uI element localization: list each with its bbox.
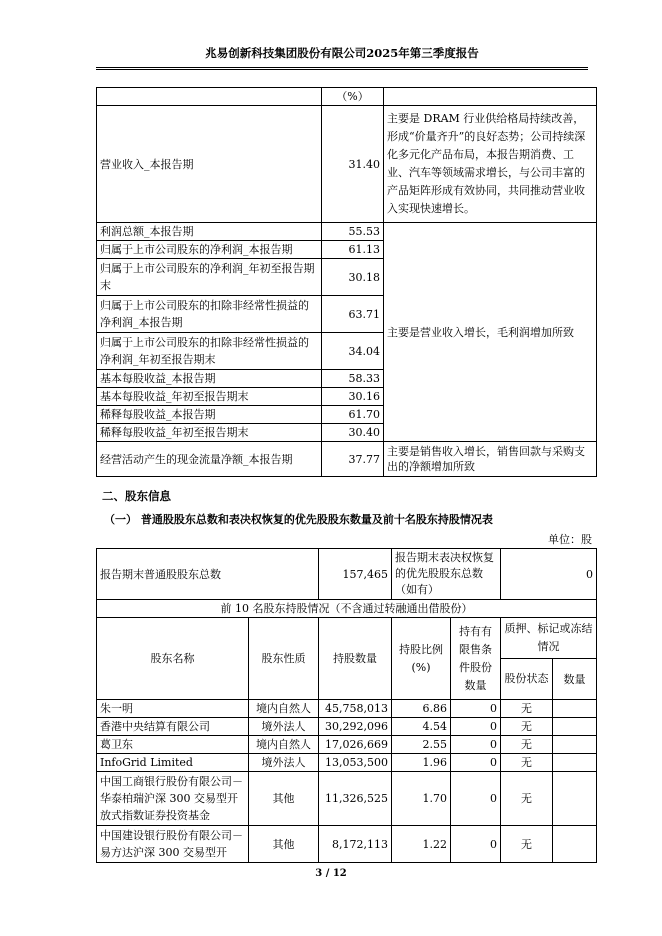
column-header: 股东性质: [249, 618, 319, 700]
table-row: [97, 700, 597, 718]
holder-shares: 11,326,525: [319, 772, 392, 826]
table-cell: [97, 88, 322, 106]
table-row: [97, 772, 597, 826]
metric-reason: 主要是销售收入增长，销售回款与采购支出的净额增加所致: [384, 442, 597, 477]
metric-name: 经营活动产生的现金流量净额_本报告期: [97, 442, 322, 477]
table-header-row: [97, 618, 597, 659]
column-header: 质押、标记或冻结情况: [501, 618, 597, 659]
metric-value: 63.71: [322, 296, 384, 333]
holder-pledge-status: 无: [501, 754, 553, 772]
holder-name: InfoGrid Limited: [97, 754, 249, 772]
metric-value: 37.77: [322, 442, 384, 477]
holder-ratio: 1.96: [392, 754, 451, 772]
holder-pledge-status: 无: [501, 826, 553, 863]
holder-name: 葛卫东: [97, 736, 249, 754]
holder-nature: 其他: [249, 826, 319, 863]
table-row: [97, 88, 597, 106]
metric-name: 利润总额_本报告期: [97, 223, 322, 241]
holder-restricted: 0: [451, 700, 501, 718]
metric-name: 归属于上市公司股东的扣除非经常性损益的净利润_本报告期: [97, 296, 322, 333]
section-subtitle: （一） 普通股股东总数和表决权恢复的优先股股东数量及前十名股东持股情况表: [104, 513, 493, 526]
holder-restricted: 0: [451, 736, 501, 754]
column-header: 数量: [553, 659, 597, 700]
holder-name: 香港中央结算有限公司: [97, 718, 249, 736]
table-row: [97, 106, 597, 223]
column-header: 持股数量: [319, 618, 392, 700]
unit-cell: （%）: [322, 88, 384, 106]
page-header: 兆易创新科技集团股份有限公司2025年第三季度报告: [96, 45, 588, 68]
metric-name: 稀释每股收益_年初至报告期末: [97, 424, 322, 442]
holder-pledge-status: 无: [501, 736, 553, 754]
metric-name: 稀释每股收益_本报告期: [97, 406, 322, 424]
holder-nature: 境外法人: [249, 718, 319, 736]
holder-shares: 8,172,113: [319, 826, 392, 863]
holder-pledge-qty: [553, 736, 597, 754]
holder-pledge-status: 无: [501, 718, 553, 736]
table-row: [97, 549, 597, 600]
metric-value: 55.53: [322, 223, 384, 241]
holder-shares: 45,758,013: [319, 700, 392, 718]
holder-ratio: 4.54: [392, 718, 451, 736]
holder-name: 中国建设银行股份有限公司－易方达沪深 300 交易型开: [97, 826, 249, 863]
holder-pledge-qty: [553, 754, 597, 772]
table-row: [97, 223, 597, 241]
metric-value: 61.13: [322, 241, 384, 259]
metric-name: 归属于上市公司股东的净利润_本报告期: [97, 241, 322, 259]
holder-shares: 17,026,669: [319, 736, 392, 754]
table-row: [97, 600, 597, 618]
holder-pledge-qty: [553, 772, 597, 826]
holder-restricted: 0: [451, 718, 501, 736]
metric-value: 31.40: [322, 106, 384, 223]
metric-value: 30.16: [322, 388, 384, 406]
holder-ratio: 2.55: [392, 736, 451, 754]
metric-name: 营业收入_本报告期: [97, 106, 322, 223]
metric-name: 基本每股收益_本报告期: [97, 370, 322, 388]
pref-value: 0: [501, 549, 597, 600]
column-header: 持股比例(%): [392, 618, 451, 700]
holder-pledge-qty: [553, 718, 597, 736]
column-header: 股东名称: [97, 618, 249, 700]
holder-pledge-qty: [553, 826, 597, 863]
table-row: [97, 442, 597, 477]
holder-name: 中国工商银行股份有限公司－华泰柏瑞沪深 300 交易型开放式指数证券投资基金: [97, 772, 249, 826]
holder-nature: 境内自然人: [249, 700, 319, 718]
table-row: [97, 718, 597, 736]
metric-value: 34.04: [322, 333, 384, 370]
column-header: 持有有限售条件股份数量: [451, 618, 501, 700]
section-title: 二、股东信息: [102, 489, 171, 503]
holder-nature: 境外法人: [249, 754, 319, 772]
metric-value: 58.33: [322, 370, 384, 388]
metric-name: 归属于上市公司股东的扣除非经常性损益的净利润_年初至报告期末: [97, 333, 322, 370]
unit-label: 单位：股: [548, 533, 592, 546]
metric-name: 基本每股收益_年初至报告期末: [97, 388, 322, 406]
metric-value: 61.70: [322, 406, 384, 424]
holder-ratio: 6.86: [392, 700, 451, 718]
metric-name: 归属于上市公司股东的净利润_年初至报告期末: [97, 259, 322, 296]
total-value: 157,465: [319, 549, 392, 600]
holder-pledge-status: 无: [501, 700, 553, 718]
pref-label: 报告期末表决权恢复的优先股股东总数（如有）: [392, 549, 501, 600]
page-number: 3 / 12: [315, 868, 347, 879]
holder-shares: 30,292,096: [319, 718, 392, 736]
table-cell: [384, 88, 597, 106]
table-row: [97, 826, 597, 863]
holder-nature: 其他: [249, 772, 319, 826]
holder-shares: 13,053,500: [319, 754, 392, 772]
metric-value: 30.40: [322, 424, 384, 442]
holder-pledge-status: 无: [501, 772, 553, 826]
holder-pledge-qty: [553, 700, 597, 718]
shareholder-table: [96, 548, 597, 863]
metric-value: 30.18: [322, 259, 384, 296]
top10-caption: 前 10 名股东持股情况（不含通过转融通出借股份）: [97, 600, 597, 618]
total-label: 报告期末普通股股东总数: [97, 549, 319, 600]
holder-ratio: 1.70: [392, 772, 451, 826]
holder-restricted: 0: [451, 754, 501, 772]
table-row: [97, 736, 597, 754]
holder-nature: 境内自然人: [249, 736, 319, 754]
holder-name: 朱一明: [97, 700, 249, 718]
group-reason: 主要是营业收入增长，毛利润增加所致: [384, 223, 597, 442]
column-header: 股份状态: [501, 659, 553, 700]
holder-ratio: 1.22: [392, 826, 451, 863]
metrics-table: [96, 87, 597, 477]
holder-restricted: 0: [451, 826, 501, 863]
metric-reason: 主要是 DRAM 行业供给格局持续改善，形成“价量齐升”的良好态势；公司持续深化多元化产品布局，本报告期消费、工业、汽车等领域需求增长，与公司丰富的产品矩阵形成有效协同，共同推动营业收入实现快速增长。: [384, 106, 597, 223]
table-row: [97, 754, 597, 772]
holder-restricted: 0: [451, 772, 501, 826]
